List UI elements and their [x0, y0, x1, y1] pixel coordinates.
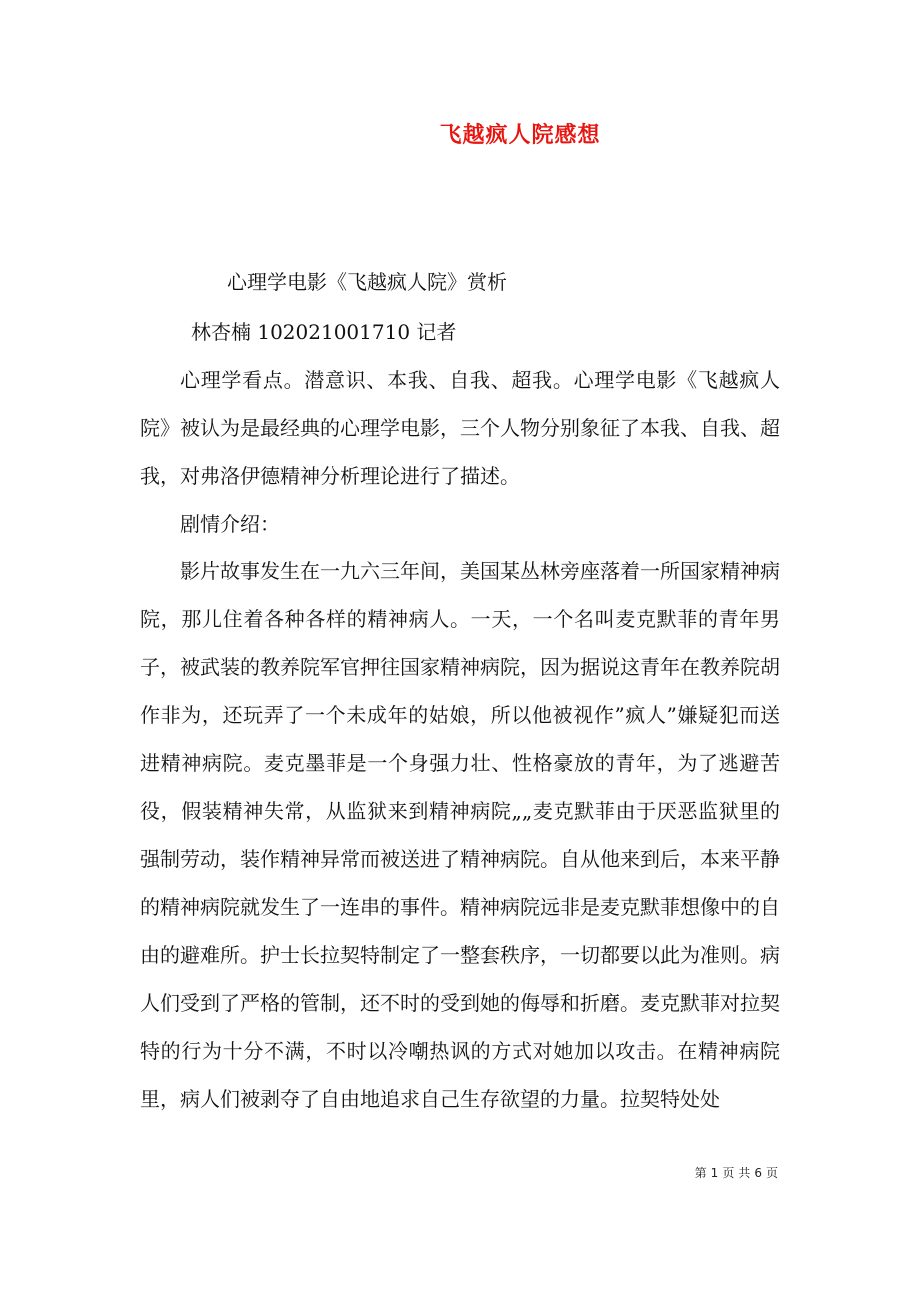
paragraph-plot-heading — [140, 500, 780, 548]
paragraph-intro — [140, 356, 780, 500]
author-line: 林杏楠 102021001710 记者 — [191, 320, 457, 344]
page-footer — [693, 1164, 780, 1181]
footer-suffix: 页 — [765, 1166, 778, 1180]
paragraph-text: 心理学看点。潜意识、本我、自我、超我。心理学电影《飞越疯人院》被认为是最经典的心理学电影，三个人物分别象征了本我、自我、超我，对弗洛伊德精神分析理论进行了描述。 — [140, 368, 780, 488]
footer-prefix: 第 — [694, 1166, 707, 1180]
footer-page-label: 页 — [722, 1166, 735, 1180]
document-subtitle: 心理学电影《飞越疯人院》赏析 — [227, 270, 507, 294]
page-number: 1 — [710, 1166, 719, 1180]
document-title: 飞越疯人院感想 — [439, 123, 601, 148]
page-total: 6 — [754, 1166, 762, 1180]
paragraph-plot — [140, 547, 780, 1123]
paragraph-text: 影片故事发生在一九六三年间，美国某丛林旁座落着一所国家精神病院，那儿住着各种各样的精神病人。一天，一个名叫麦克默菲的青年男子，被武装的教养院军官押往国家精神病院，因为据说这青年在教养院胡作非为，还玩弄了一个未成年的姑娘，所以他被视作”疯人”嫌疑犯而送进精神病院。麦克墨菲是一个身强力壮、性格豪放的青年，为了逃避苦役，假装精神失常，从监狱来到精神病院„„麦克默菲由于厌恶监狱里的强制劳动，装作精神异常而被送进了精神病院。自从他来到后，本来平静的精神病院就发生了一连串的事件。精神病院远非是麦克默菲想像中的自由的避难所。护士长拉契特制定了一整套秩序，一切都要以此为准则。病人们受到了严格的管制，还不时的受到她的侮辱和折磨。麦克默菲对拉契特的行为十分不满，不时以冷嘲热讽的方式对她加以攻击。在精神病院里，病人们被剥夺了自由地追求自己生存欲望的力量。拉契特处处 — [140, 559, 780, 1111]
footer-total-label: 共 — [738, 1166, 751, 1180]
section-heading: 剧情介绍： — [180, 512, 280, 536]
